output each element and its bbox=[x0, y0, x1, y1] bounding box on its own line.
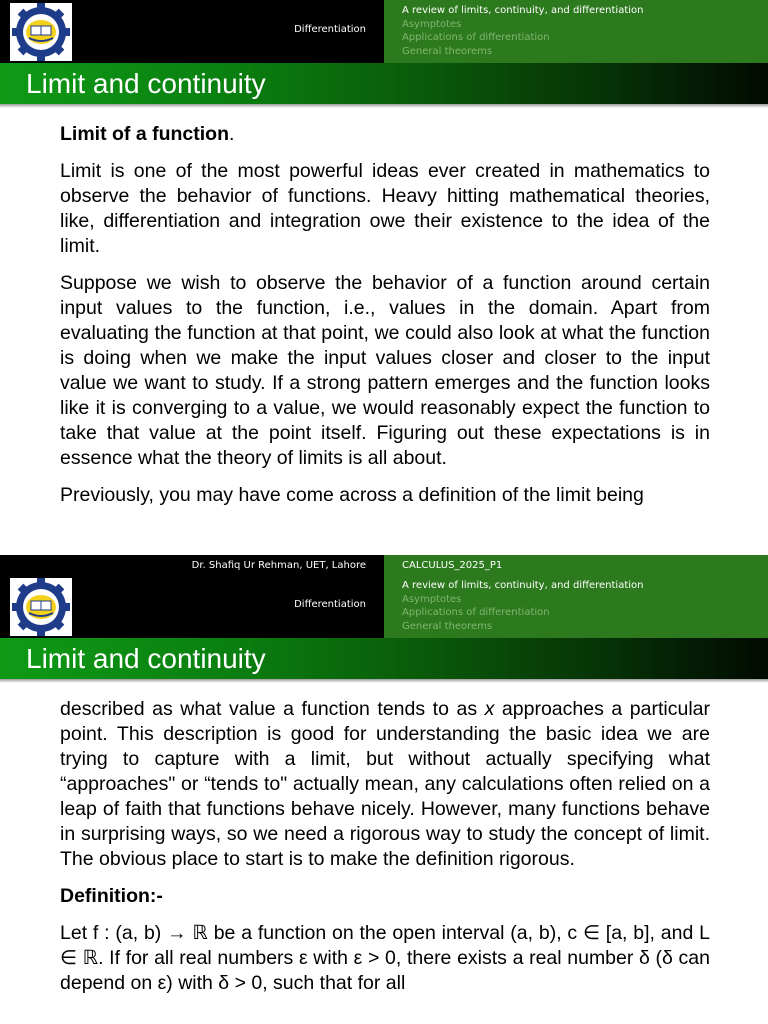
paragraph-continued bbox=[60, 697, 710, 872]
slide-header bbox=[0, 0, 768, 63]
footer-author: Dr. Shafiq Ur Rehman, UET, Lahore bbox=[0, 555, 384, 575]
limit-heading-period: . bbox=[228, 123, 235, 145]
definition-heading: Definition:- bbox=[60, 885, 163, 907]
title-divider bbox=[0, 104, 768, 108]
footer-course: CALCULUS_2025_P1 bbox=[384, 555, 768, 575]
toc-item-theorems[interactable]: General theorems bbox=[402, 620, 493, 632]
slide-2 bbox=[0, 537, 768, 1024]
paragraph-continued-a: described as what value a function tends to as bbox=[60, 698, 485, 720]
gear-emblem-icon bbox=[10, 578, 72, 636]
toc-item-theorems[interactable]: General theorems bbox=[402, 45, 493, 57]
paragraph-continued-b: approaches a particular point. This description is good for understanding the basic idea we are trying to capture with a limit, but without actually specifying what “approaches" or “tends to" actually mean, any calculations often relied on a leap of faith that functions behave nicely. However, many functions behave in surprising ways, so we need a rigorous way to study the concept of limit. The obvious place to start is to make the definition rigorous. bbox=[60, 698, 710, 870]
header-left-panel bbox=[0, 575, 384, 638]
paragraph-behavior: Suppose we wish to observe the behavior of a function around certain input values to the function, i.e., values in the domain. Apart from evaluating the function at that point, we could also look at what the function is doing when we make the input values closer and closer to the input value we want to study. If a strong pattern emerges and the function looks like it is converging to a value, we would reasonably expect the function to take that value at the point itself. Figuring out these expectations is in essence what the theory of limits is all about. bbox=[60, 272, 710, 469]
toc-item-applications[interactable]: Applications of differentiation bbox=[402, 607, 550, 618]
toc-panel bbox=[384, 0, 768, 63]
gear-emblem-icon bbox=[10, 3, 72, 61]
slide-header bbox=[0, 575, 768, 638]
slide-1-body bbox=[60, 122, 710, 520]
university-logo bbox=[10, 3, 72, 61]
limit-heading-text: Limit of a function bbox=[60, 123, 229, 145]
slide-title: Limit and continuity bbox=[0, 638, 768, 679]
toc-item-asymptotes[interactable]: Asymptotes bbox=[402, 18, 462, 30]
definition-text: Let f : (a, b) → ℝ be a function on the open interval (a, b), c ∈ [a, b], and L ∈ ℝ. If for all real numbers ε with ε > 0, there exists a real number δ (δ can depend on ε) with δ > 0, such that for all bbox=[60, 922, 710, 994]
slide-title: Limit and continuity bbox=[0, 63, 768, 104]
title-divider bbox=[0, 679, 768, 683]
header-left-panel bbox=[0, 0, 384, 63]
limit-heading bbox=[60, 122, 710, 147]
section-label: Differentiation bbox=[294, 599, 366, 610]
variable-x: x bbox=[484, 698, 495, 720]
toc-panel bbox=[384, 575, 768, 638]
slide-2-body bbox=[60, 697, 710, 1008]
toc-item-applications[interactable]: Applications of differentiation bbox=[402, 32, 550, 43]
toc-item-review[interactable]: A review of limits, continuity, and differentiation bbox=[402, 580, 644, 591]
paragraph-previously: Previously, you may have come across a definition of the limit being bbox=[60, 484, 644, 506]
university-logo bbox=[10, 578, 72, 636]
toc-item-review[interactable]: A review of limits, continuity, and differentiation bbox=[402, 5, 644, 16]
slide-footer bbox=[0, 555, 768, 575]
toc-item-asymptotes[interactable]: Asymptotes bbox=[402, 593, 462, 605]
section-label: Differentiation bbox=[294, 24, 366, 35]
paragraph-limit-intro: Limit is one of the most powerful ideas ever created in mathematics to observe the behavior of functions. Heavy hitting mathematical theories, like, differentiation and integration owe their existence to the idea of the limit. bbox=[60, 160, 710, 257]
